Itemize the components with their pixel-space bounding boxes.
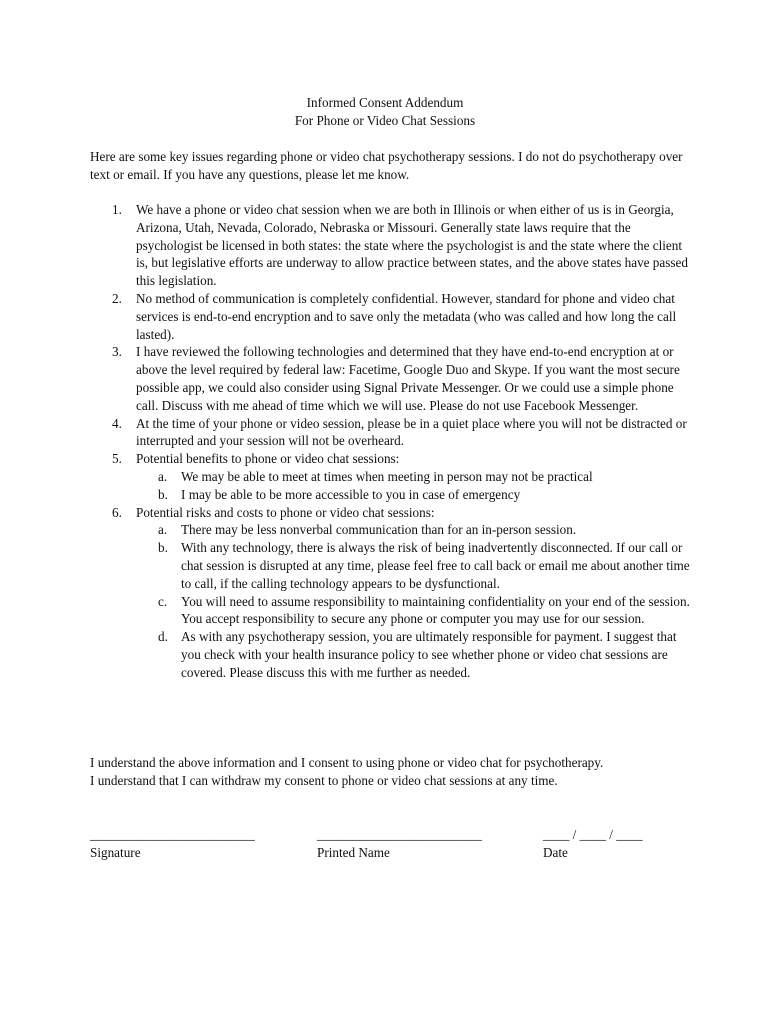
title-line-2: For Phone or Video Chat Sessions [294, 113, 476, 128]
sublist-item [136, 593, 690, 629]
sub-text: We may be able to meet at times when meeting in person may not be practical [181, 468, 593, 484]
risks-sublist [136, 521, 690, 681]
sub-text: I may be able to be more accessible to you in case of emergency [181, 486, 521, 502]
item-text: I have reviewed the following technologies and determined that they have end-to-end encryption at or above the level required by federal law: Facetime, Google Duo and Skype. If you want the most secure possible app, we could also consider using Signal Private Messenger. Or we could use a simple phone call. Discuss with me ahead of time which we will use. Please do not use Facebook Messenger. [136, 344, 680, 413]
consent-line-1: I understand the above information and I consent to using phone or video chat for psychotherapy. [90, 755, 604, 770]
list-item-6 [90, 504, 690, 682]
item-number: 1. [112, 202, 122, 217]
sublist-item [136, 521, 690, 539]
consent-line-2: I understand that I can withdraw my consent to phone or video chat sessions at any time. [90, 772, 558, 788]
sub-text: You will need to assume responsibility to maintaining confidentiality on your end of the session. You accept responsibility to secure any phone or computer you may use for our session. [181, 593, 690, 627]
sub-letter: b. [158, 540, 168, 556]
date-label: Date [543, 844, 568, 860]
list-item-2 [90, 290, 690, 343]
item-text: We have a phone or video chat session when we are both in Illinois or when either of us is in Georgia, Arizona, Utah, Nevada, Colorado, Nebraska or Missouri. Generally state laws require that the psychologist be licensed in both states: the state where the psychologist is and the state where the client is, but legislative efforts are underway to allow practice between states, and the above states have passed this legislation. [136, 202, 688, 289]
item-number: 3. [112, 344, 122, 360]
sublist-item [136, 628, 690, 681]
sub-letter: a. [158, 522, 168, 538]
sub-text: With any technology, there is always the risk of being inadvertently disconnected. If our call or chat session is disrupted at any time, please feel free to call back or email me about another time to call, if the calling technology appears to be dysfunctional. [181, 540, 690, 591]
item-text: Potential benefits to phone or video chat sessions: [136, 451, 400, 467]
sublist-item [136, 486, 690, 504]
list-item-3 [90, 343, 690, 414]
date-line[interactable]: ____ / ____ / ____ [543, 827, 643, 842]
item-text: At the time of your phone or video session, please be in a quiet place where you will not be distracted or interrupted and your session will not be overheard. [136, 415, 687, 449]
item-number: 4. [112, 415, 122, 431]
sub-letter: a. [158, 468, 168, 484]
intro-paragraph: Here are some key issues regarding phone or video chat psychotherapy sessions. I do not do psychotherapy over text or email. If you have any questions, please let me know. [90, 149, 683, 182]
sub-letter: b. [158, 486, 168, 502]
signature-label: Signature [90, 844, 141, 860]
printed-name-field[interactable] [317, 826, 482, 862]
benefits-sublist [136, 468, 690, 504]
document-title [0, 94, 770, 130]
item-text: Potential risks and costs to phone or video chat sessions: [136, 504, 435, 520]
sublist-item [136, 468, 690, 486]
sub-text: There may be less nonverbal communication than for an in-person session. [181, 522, 577, 538]
title-line-1: Informed Consent Addendum [306, 95, 464, 110]
issues-list [90, 201, 690, 682]
sub-text: As with any psychotherapy session, you are ultimately responsible for payment. I suggest that you check with your health insurance policy to see whether phone or video chat sessions are covered. Please discuss this with me further as needed. [181, 629, 677, 680]
sub-letter: c. [158, 593, 168, 609]
consent-statement [90, 754, 700, 790]
sublist-item [136, 539, 690, 592]
list-item-4 [90, 415, 690, 451]
item-number: 2. [112, 290, 122, 306]
sub-letter: d. [158, 629, 168, 645]
signature-line[interactable]: _________________________ [90, 827, 255, 842]
date-field[interactable] [543, 826, 643, 862]
item-text: No method of communication is completely confidential. However, standard for phone and video chat services is end-to-end encryption and to save only the metadata (who was called and how long the call lasted). [136, 290, 677, 342]
printed-name-label: Printed Name [317, 844, 390, 860]
item-number: 6. [112, 504, 122, 520]
list-item-1 [90, 201, 690, 290]
list-item-5 [90, 450, 690, 503]
printed-name-line[interactable]: _________________________ [317, 827, 482, 842]
item-number: 5. [112, 451, 122, 467]
signature-field[interactable] [90, 826, 255, 862]
